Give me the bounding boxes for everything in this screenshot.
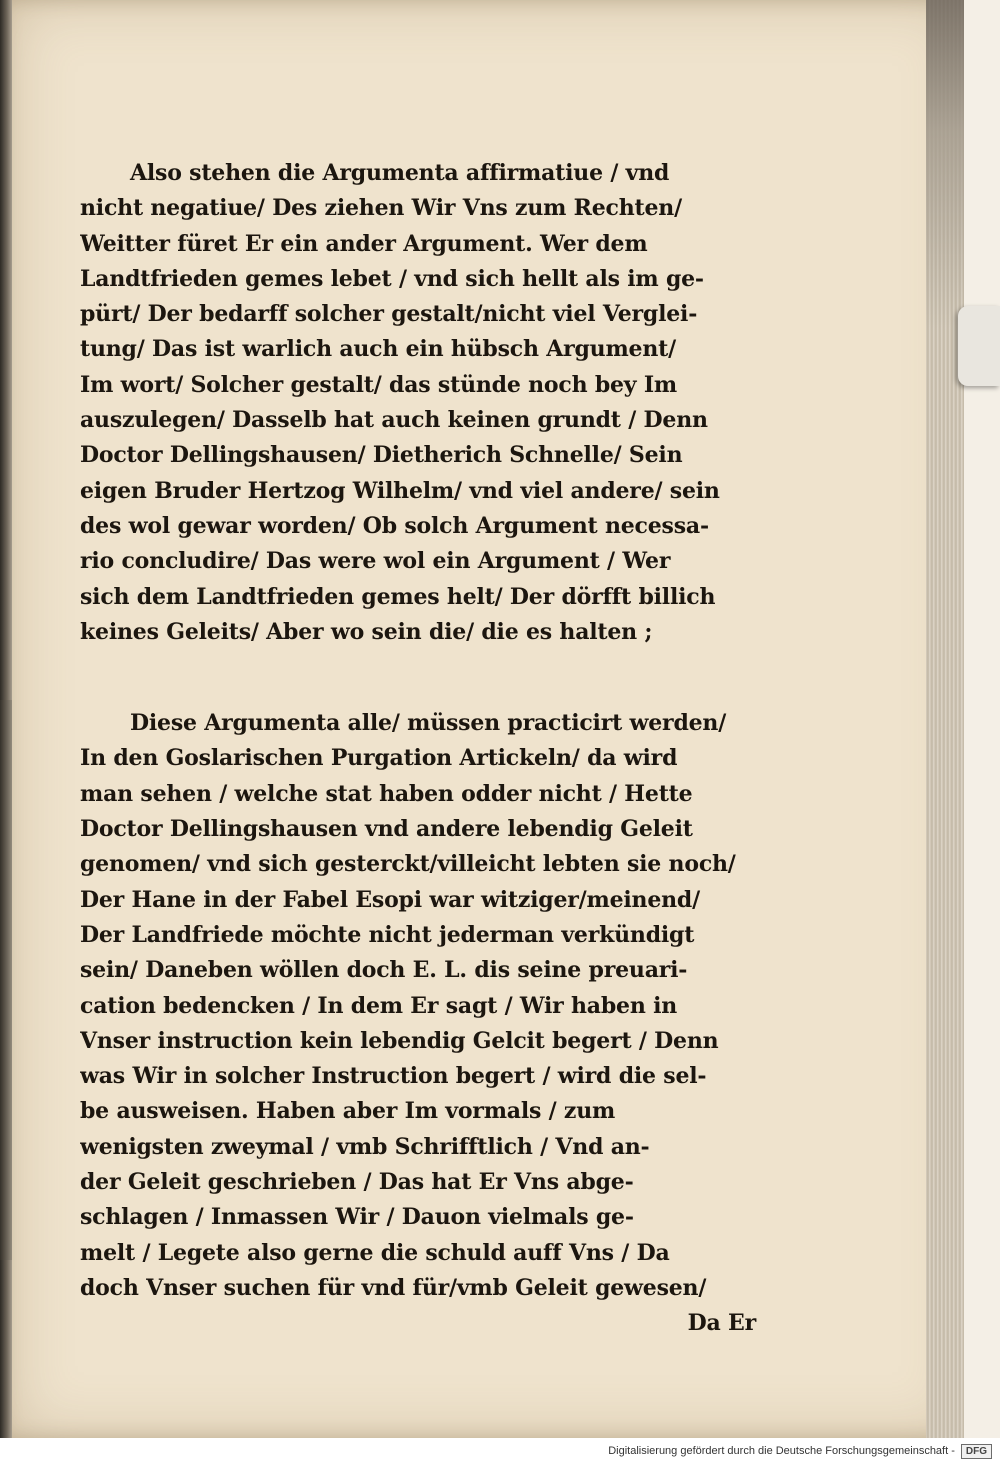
text-line: cation bedencken / In dem Er sagt / Wir haben in [80, 992, 678, 1019]
page-stack-shadow [926, 0, 964, 330]
text-line: doch Vnser suchen für vnd für/vmb Geleit gewesen/ [80, 1274, 707, 1301]
text-line: genomen/ vnd sich gesterckt/villeicht lebten sie noch/ [80, 851, 736, 878]
funding-credit-text: Digitalisierung gefördert durch die Deutsche Forschungsgemeinschaft - [608, 1445, 955, 1457]
paragraph-gap [80, 650, 760, 706]
text-line: In den Goslarischen Purgation Artickeln/ da wird [80, 745, 678, 772]
text-line: Landtfrieden gemes lebet / vnd sich hellt als im ge- [80, 265, 704, 292]
text-line: Im wort/ Solcher gestalt/ das stünde noch bey Im [80, 371, 678, 398]
page-tab-marker [958, 306, 1000, 386]
text-line: Weitter füret Er ein ander Argument. Wer dem [80, 230, 648, 257]
text-line: Doctor Dellingshausen vnd andere lebendig Geleit [80, 816, 693, 843]
text-line: rio concludire/ Das were wol ein Argument / Wer [80, 548, 671, 575]
text-line: wenigsten zweymal / vmb Schrifftlich / Vnd an- [80, 1133, 650, 1160]
text-line: sein/ Daneben wöllen doch E. L. dis seine preuari- [80, 957, 688, 984]
text-line: Vnser instruction kein lebendig Gelcit begert / Denn [80, 1027, 719, 1054]
text-line: was Wir in solcher Instruction begert / wird die sel- [80, 1063, 707, 1090]
text-line: Der Landfriede möchte nicht jederman verkündigt [80, 921, 695, 948]
text-line: man sehen / welche stat haben odder nicht / Hette [80, 780, 693, 807]
text-line: melt / Legete also gerne die schuld auff Vns / Da [80, 1239, 670, 1266]
text-line: sich dem Landtfrieden gemes helt/ Der dörfft billich [80, 583, 716, 610]
footer-credit [608, 1440, 992, 1462]
text-line: be ausweisen. Haben aber Im vormals / zum [80, 1098, 616, 1125]
text-line: tung/ Das ist warlich auch ein hübsch Argument/ [80, 336, 676, 363]
paragraph-1 [80, 156, 760, 650]
text-line: Doctor Dellingshausen/ Dietherich Schnelle/ Sein [80, 442, 683, 469]
text-line: auszulegen/ Dasselb hat auch keinen grundt / Denn [80, 407, 708, 434]
paper-page [12, 0, 964, 1438]
paragraph-2 [80, 706, 760, 1341]
dfg-logo: DFG [961, 1444, 992, 1459]
text-line: pürt/ Der bedarff solcher gestalt/nicht viel Verglei- [80, 301, 698, 328]
text-line: Also stehen die Argumenta affirmatiue / vnd [130, 160, 670, 186]
text-line: Der Hane in der Fabel Esopi war witziger/meinend/ [80, 886, 700, 913]
text-line: schlagen / Inmassen Wir / Dauon vielmals ge- [80, 1204, 634, 1231]
text-line: eigen Bruder Hertzog Wilhelm/ vnd viel andere/ sein [80, 477, 720, 504]
catchword: Da Er [687, 1310, 756, 1337]
text-line: der Geleit geschrieben / Das hat Er Vns abge- [80, 1169, 634, 1196]
text-line: nicht negatiue/ Des ziehen Wir Vns zum Rechten/ [80, 195, 682, 222]
text-line: Diese Argumenta alle/ müssen practicirt werden/ [130, 710, 727, 737]
text-line: des wol gewar worden/ Ob solch Argument necessa- [80, 512, 709, 539]
text-line: keines Geleits/ Aber wo sein die/ die es halten ; [80, 618, 653, 645]
text-block [80, 156, 760, 1342]
